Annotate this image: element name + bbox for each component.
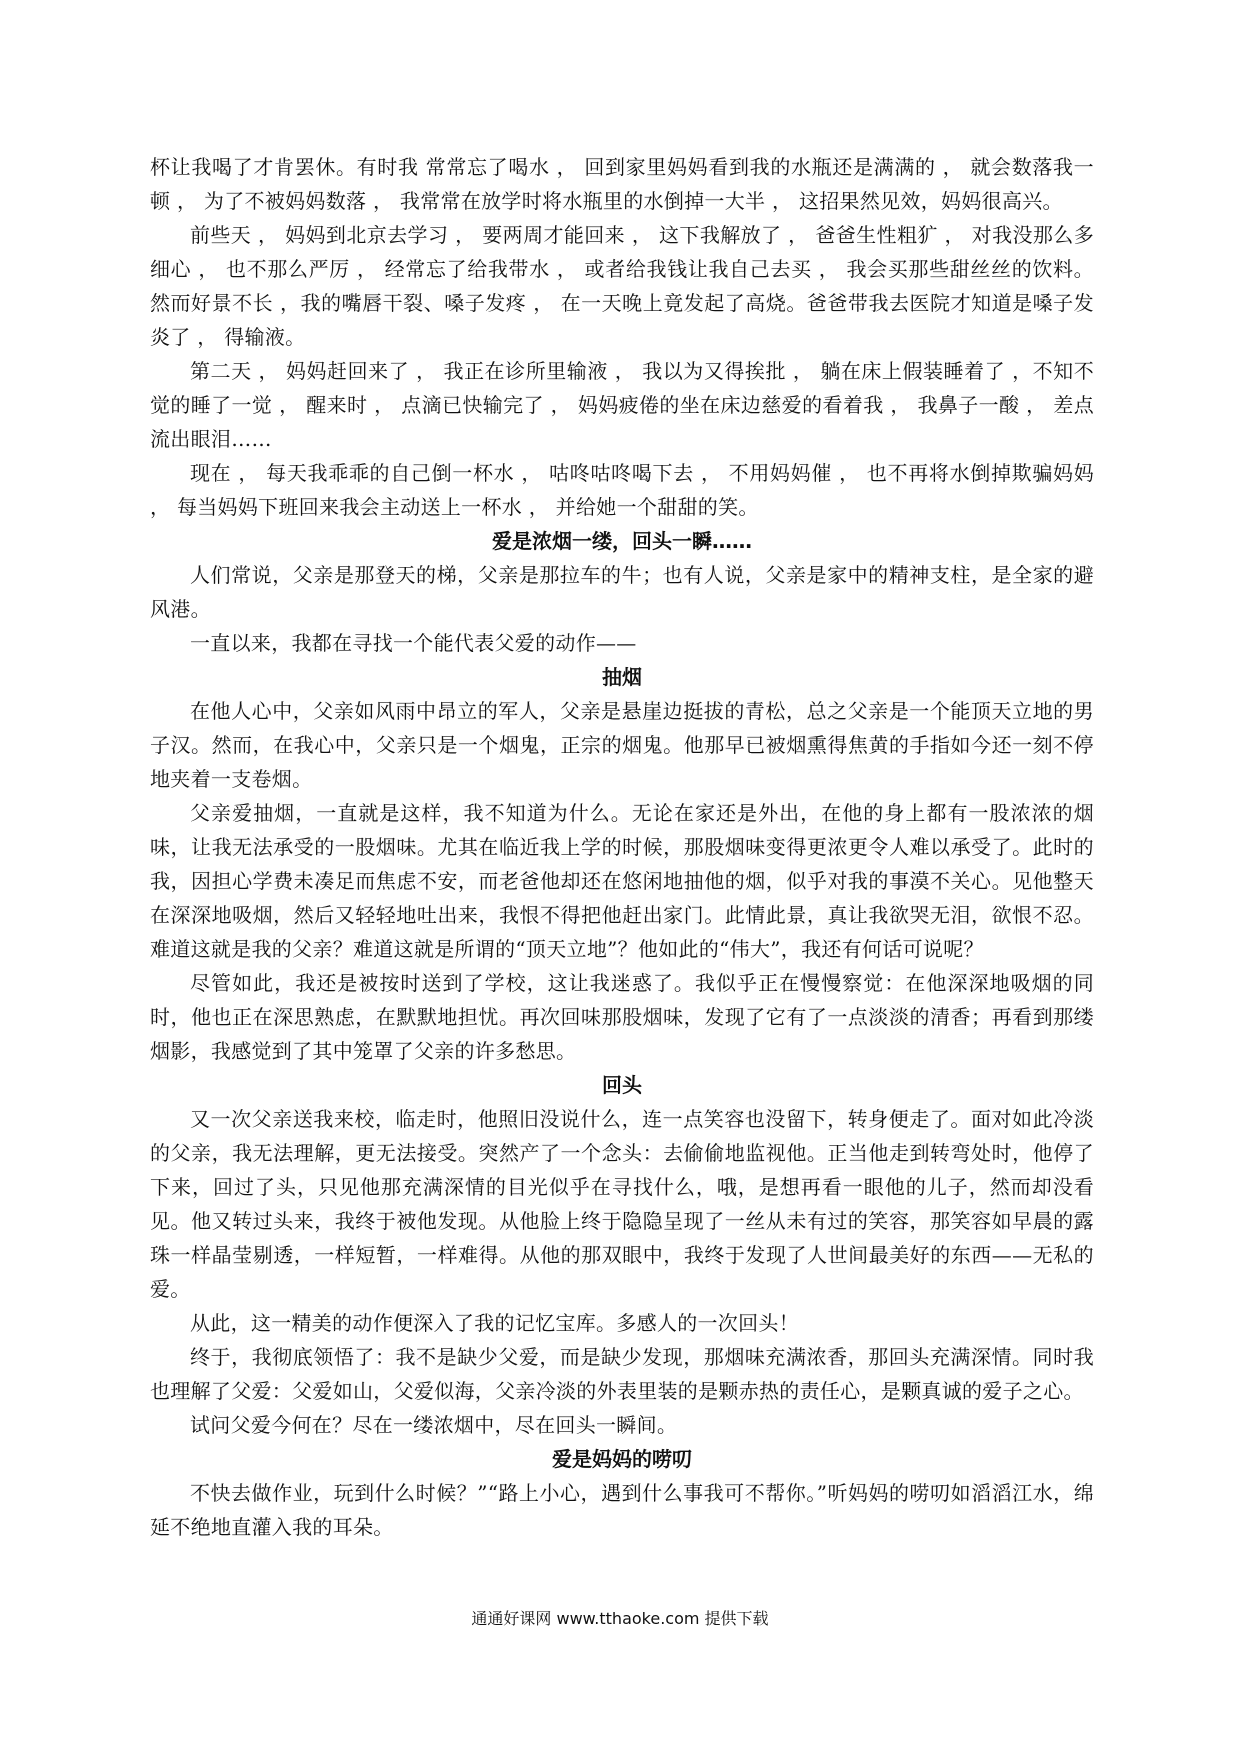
section-title: 爱是浓烟一缕，回头一瞬…… <box>492 529 752 553</box>
paragraph: 在他人心中，父亲如风雨中昂立的军人，父亲是悬崖边挺拔的青松，总之父亲是一个能顶天立地的男子汉。然而，在我心中，父亲只是一个烟鬼，正宗的烟鬼。他那早已被烟熏得焦黄的手指如今还一刻不停地夹着一支卷烟。 <box>150 699 1094 791</box>
paragraph: 不快去做作业，玩到什么时候？”“路上小心，遇到什么事我可不帮你。”听妈妈的唠叨如滔滔江水，绵延不绝地直灌入我的耳朵。 <box>150 1481 1094 1539</box>
paragraph: 前些天 ， 妈妈到北京去学习 ， 要两周才能回来 ， 这下我解放了 ， 爸爸生性粗犷 ， 对我没那么多细心 ， 也不那么严厉 ， 经常忘了给我带水 ， 或者给我钱让我自己去买 ， 我会买那些甜丝丝的饮料。然而好景不长 ，我的嘴唇干裂、嗓子发疼 ， 在一天晚上竟发起了高烧。爸爸带我去医院才知道是嗓子发炎了 ， 得输液。 <box>150 223 1094 349</box>
paragraph: 人们常说，父亲是那登天的梯，父亲是那拉车的牛；也有人说，父亲是家中的精神支柱，是全家的避风港。 <box>150 563 1094 621</box>
paragraph: 第二天 ， 妈妈赶回来了 ， 我正在诊所里输液 ， 我以为又得挨批 ， 躺在床上假装睡着了 ，不知不觉的睡了一觉 ， 醒来时 ， 点滴已快输完了 ， 妈妈疲倦的坐在床边慈爱的看着我 ， 我鼻子一酸 ， 差点流出眼泪…… <box>150 359 1094 451</box>
paragraph: 尽管如此，我还是被按时送到了学校，这让我迷惑了。我似乎正在慢慢察觉：在他深深地吸烟的同时，他也正在深思熟虑，在默默地担忧。再次回味那股烟味，发现了它有了一点淡淡的清香；再看到那缕烟影，我感觉到了其中笼罩了父亲的许多愁思。 <box>150 971 1094 1063</box>
paragraph: 杯让我喝了才肯罢休。有时我 常常忘了喝水 ， 回到家里妈妈看到我的水瓶还是满满的 ， 就会数落我一顿 ， 为了不被妈妈数落 ， 我常常在放学时将水瓶里的水倒掉一大半 ， 这招果然见效，妈妈很高兴。 <box>150 155 1094 213</box>
document-body <box>150 150 1094 1544</box>
section-title: 爱是妈妈的唠叨 <box>552 1447 692 1471</box>
paragraph: 从此，这一精美的动作便深入了我的记忆宝库。多感人的一次回头！ <box>190 1311 799 1335</box>
paragraph: 终于，我彻底领悟了：我不是缺少父爱，而是缺少发现，那烟味充满浓香，那回头充满深情。同时我也理解了父爱：父爱如山，父爱似海，父亲冷淡的外表里装的是颗赤热的责任心，是颗真诚的爱子之心。 <box>150 1345 1094 1403</box>
subsection-title: 抽烟 <box>602 665 642 689</box>
paragraph: 父亲爱抽烟，一直就是这样，我不知道为什么。无论在家还是外出，在他的身上都有一股浓浓的烟味，让我无法承受的一股烟味。尤其在临近我上学的时候，那股烟味变得更浓更令人难以承受了。此时的我，因担心学费未凑足而焦虑不安，而老爸他却还在悠闲地抽他的烟，似乎对我的事漠不关心。见他整天在深深地吸烟，然后又轻轻地吐出来，我恨不得把他赶出家门。此情此景，真让我欲哭无泪，欲恨不忍。难道这就是我的父亲？难道这就是所谓的“顶天立地”？他如此的“伟大”，我还有何话可说呢？ <box>150 801 1094 961</box>
paragraph: 又一次父亲送我来校，临走时，他照旧没说什么，连一点笑容也没留下，转身便走了。面对如此冷淡的父亲，我无法理解，更无法接受。突然产了一个念头：去偷偷地监视他。正当他走到转弯处时，他停了下来，回过了头，只见他那充满深情的目光似乎在寻找什么，哦，是想再看一眼他的儿子，然而却没看见。他又转过头来，我终于被他发现。从他脸上终于隐隐呈现了一丝从未有过的笑容，那笑容如早晨的露珠一样晶莹剔透，一样短暂，一样难得。从他的那双眼中，我终于发现了人世间最美好的东西——无私的爱。 <box>150 1107 1094 1301</box>
paragraph: 一直以来，我都在寻找一个能代表父爱的动作—— <box>190 631 637 655</box>
subsection-title: 回头 <box>602 1073 642 1097</box>
paragraph: 试问父爱今何在？尽在一缕浓烟中，尽在回头一瞬间。 <box>190 1413 678 1437</box>
paragraph: 现在 ， 每天我乖乖的自己倒一杯水 ， 咕咚咕咚喝下去 ， 不用妈妈催 ， 也不再将水倒掉欺骗妈妈 ， 每当妈妈下班回来我会主动送上一杯水 ， 并给她一个甜甜的笑。 <box>150 461 1094 519</box>
page-footer: 通通好课网 www.tthaoke.com 提供下载 <box>471 1609 769 1628</box>
